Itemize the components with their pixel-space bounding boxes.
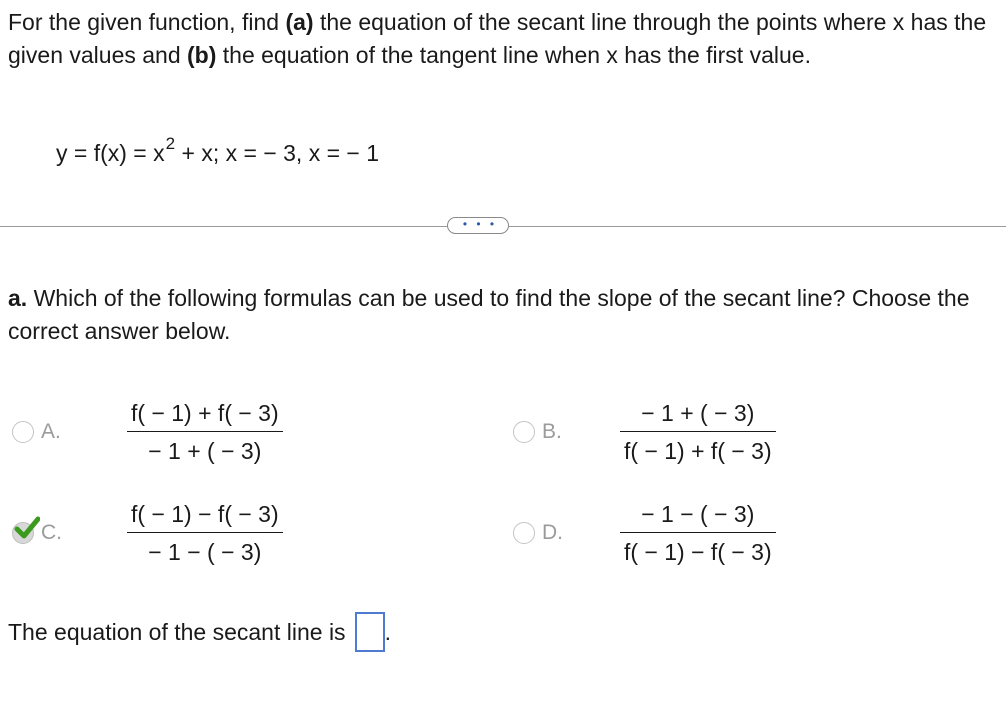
choice-d-numerator: − 1 − ( − 3) bbox=[641, 501, 755, 527]
choice-a[interactable] bbox=[12, 399, 283, 465]
ellipsis-icon: • • • bbox=[462, 216, 498, 231]
choice-c-denominator: − 1 − ( − 3) bbox=[148, 539, 262, 565]
prompt-text-2: the equation of the secant line through the points where x has the given values and bbox=[8, 9, 987, 68]
choice-a-letter: A. bbox=[41, 420, 61, 443]
choice-b-denominator: f( − 1) + f( − 3) bbox=[624, 438, 772, 464]
choice-b-fraction bbox=[620, 399, 776, 465]
radio-b[interactable] bbox=[513, 421, 535, 443]
answer-label: The equation of the secant line is bbox=[8, 619, 346, 645]
radio-c-selected[interactable] bbox=[12, 522, 34, 544]
radio-a[interactable] bbox=[12, 421, 34, 443]
answer-line bbox=[8, 612, 391, 652]
choice-c-letter: C. bbox=[41, 521, 62, 544]
function-definition bbox=[56, 136, 379, 170]
function-base: y = f(x) = x bbox=[56, 140, 165, 166]
checkmark-icon bbox=[14, 515, 40, 541]
choice-c[interactable] bbox=[12, 500, 283, 566]
choice-c-fraction bbox=[127, 500, 283, 566]
choice-b-letter: B. bbox=[542, 420, 562, 443]
prompt-text-3: the equation of the tangent line when x has the first value. bbox=[216, 41, 811, 68]
choice-a-denominator: − 1 + ( − 3) bbox=[148, 438, 262, 464]
choice-d-denominator: f( − 1) − f( − 3) bbox=[624, 539, 772, 565]
question-body: Which of the following formulas can be used to find the slope of the secant line? Choose the correct answer below. bbox=[8, 285, 970, 344]
part-b-marker: (b) bbox=[187, 41, 217, 68]
function-rest: + x; x = − 3, x = − 1 bbox=[175, 140, 380, 166]
expand-more-button[interactable] bbox=[447, 217, 509, 234]
choice-b-numerator: − 1 + ( − 3) bbox=[641, 400, 755, 426]
part-a-marker: (a) bbox=[285, 9, 314, 35]
radio-d[interactable] bbox=[513, 522, 535, 544]
choice-d[interactable] bbox=[513, 500, 776, 566]
question-part-marker: a. bbox=[8, 285, 28, 311]
answer-suffix: . bbox=[384, 619, 391, 645]
choice-b[interactable] bbox=[513, 399, 776, 465]
choice-d-letter: D. bbox=[542, 521, 563, 544]
choice-a-fraction bbox=[127, 399, 283, 465]
choice-d-fraction bbox=[620, 500, 776, 566]
question-text bbox=[8, 282, 1004, 348]
problem-prompt bbox=[8, 6, 1004, 71]
choice-a-numerator: f( − 1) + f( − 3) bbox=[131, 400, 279, 426]
prompt-text-1: For the given function, find bbox=[8, 9, 286, 35]
secant-equation-input[interactable] bbox=[355, 612, 385, 652]
function-exponent: 2 bbox=[165, 134, 176, 154]
choice-c-numerator: f( − 1) − f( − 3) bbox=[131, 501, 279, 527]
